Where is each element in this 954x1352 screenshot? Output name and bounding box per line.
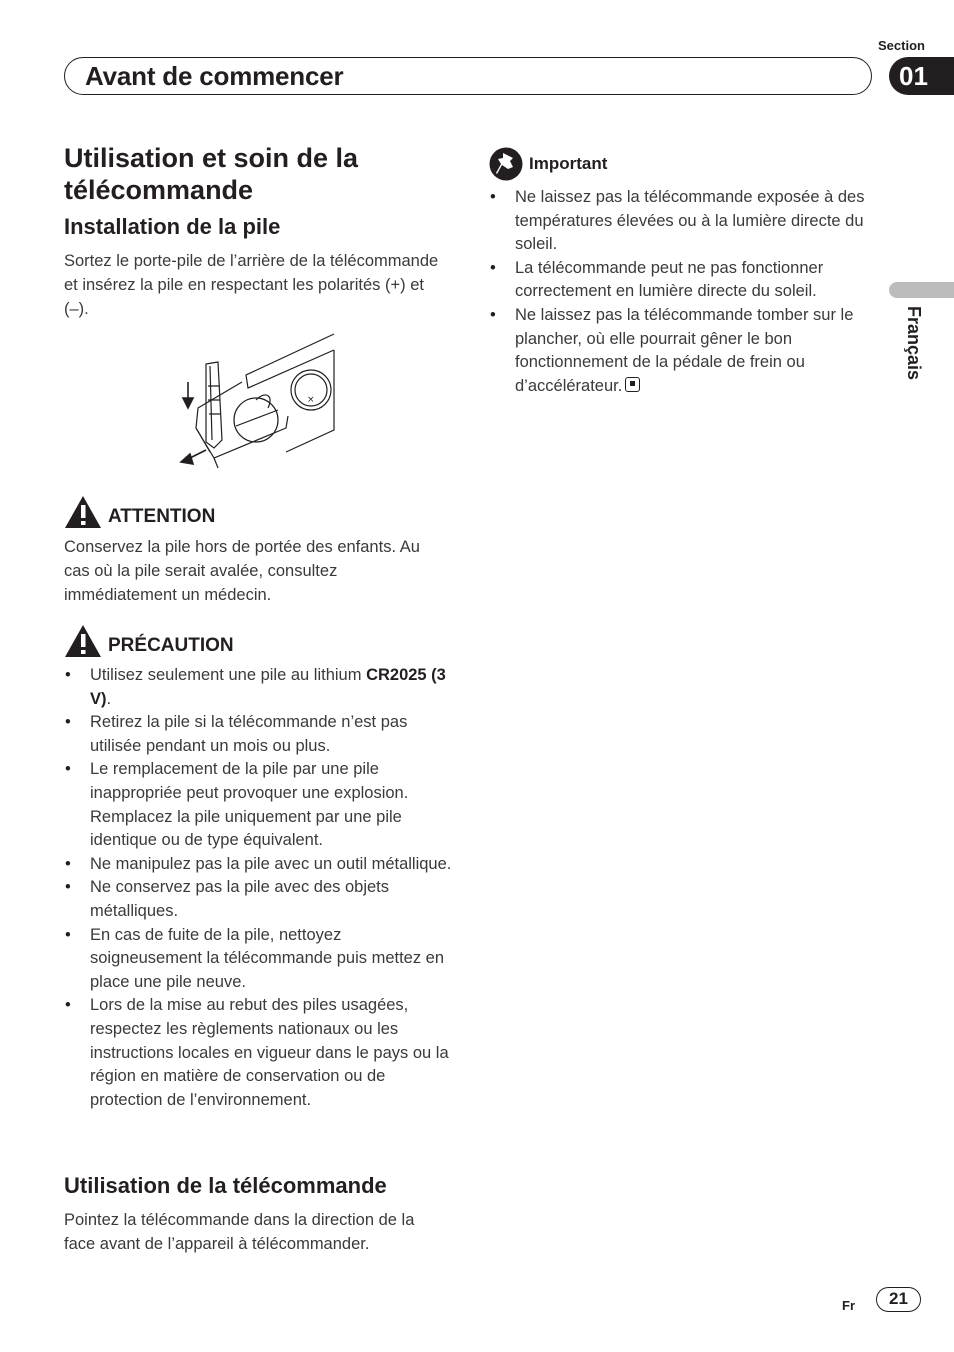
svg-text:×: × bbox=[307, 395, 315, 405]
section-label: Section bbox=[878, 38, 925, 53]
end-of-section-icon bbox=[625, 377, 640, 392]
list-item: • Ne conservez pas la pile avec des objets métalliques. bbox=[64, 876, 454, 923]
attention-header bbox=[64, 494, 215, 530]
list-item-text: . bbox=[106, 689, 112, 708]
language-label: Français bbox=[904, 306, 924, 381]
main-heading: Utilisation et soin de la télécommande bbox=[64, 143, 359, 205]
warning-triangle-icon bbox=[64, 494, 102, 530]
precaution-list bbox=[64, 664, 454, 1112]
attention-title: ATTENTION bbox=[108, 506, 216, 527]
list-item: • Ne manipulez pas la pile avec un outil métallique. bbox=[64, 853, 454, 877]
important-list bbox=[489, 186, 877, 398]
language-tab bbox=[889, 282, 954, 298]
header-bar bbox=[64, 57, 872, 95]
precaution-header bbox=[64, 623, 234, 659]
page-number: 21 bbox=[876, 1287, 921, 1312]
list-item-text: Utilisez seulement une pile au lithium bbox=[90, 666, 367, 684]
warning-triangle-icon bbox=[64, 623, 102, 659]
list-item bbox=[64, 664, 454, 711]
language-code: Fr bbox=[842, 1298, 855, 1313]
list-item-text: Ne laissez pas la télécommande tomber sur le plancher, où elle pourrait gêner le bon fonctionnement de la pédale de frein ou d’accélérateur. bbox=[515, 305, 854, 395]
install-heading: Installation de la pile bbox=[64, 214, 281, 239]
list-item: • La télécommande peut ne pas fonctionner correctement en lumière directe du soleil. bbox=[489, 257, 877, 304]
important-header bbox=[489, 147, 607, 181]
list-item: • Ne laissez pas la télécommande exposée à des températures élevées ou à la lumière directe du soleil. bbox=[489, 186, 877, 257]
list-item: • En cas de fuite de la pile, nettoyez soigneusement la télécommande puis mettez en place une pile neuve. bbox=[64, 924, 454, 995]
attention-text: Conservez la pile hors de portée des enfants. Au cas où la pile serait avalée, consultez immédiatement un médecin. bbox=[64, 538, 420, 604]
important-title: Important bbox=[529, 154, 608, 173]
page-header-title: Avant de commencer bbox=[85, 61, 344, 91]
usage-heading: Utilisation de la télécommande bbox=[64, 1173, 387, 1198]
install-text: Sortez le porte-pile de l’arrière de la télécommande et insérez la pile en respectant les polarités (+) et (–). bbox=[64, 252, 439, 318]
list-item: • Lors de la mise au rebut des piles usagées, respectez les règlements nationaux ou les instructions locales en vigueur dans le pays ou la région en matière de conservation ou de protection de l’environnement. bbox=[64, 994, 454, 1112]
pushpin-icon bbox=[489, 147, 523, 181]
usage-text: Pointez la télécommande dans la direction de la face avant de l’appareil à télécommander. bbox=[64, 1211, 415, 1253]
list-item bbox=[489, 304, 877, 398]
section-number-badge: 01 bbox=[889, 57, 954, 95]
precaution-title: PRÉCAUTION bbox=[108, 635, 234, 656]
battery-installation-illustration bbox=[176, 330, 338, 470]
list-item: • Le remplacement de la pile par une pile inappropriée peut provoquer une explosion. Remplacez la pile uniquement par une pile identique ou de type équivalent. bbox=[64, 758, 454, 852]
list-item: • Retirez la pile si la télécommande n’est pas utilisée pendant un mois ou plus. bbox=[64, 711, 454, 758]
battery-model: CR2025 (3 V) bbox=[90, 666, 446, 708]
